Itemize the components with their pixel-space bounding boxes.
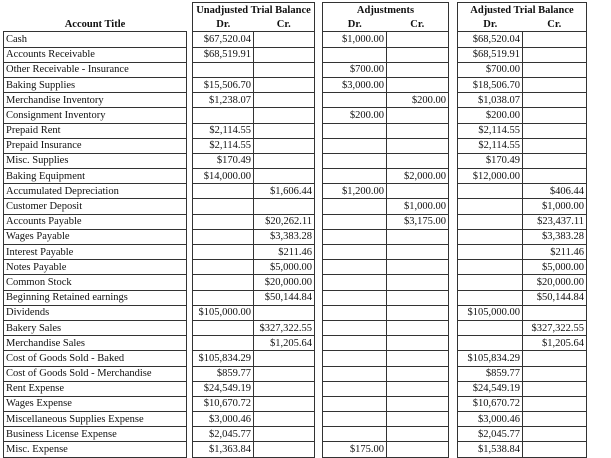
account-title-cell: Miscellaneous Supplies Expense (4, 412, 187, 427)
table-row (4, 366, 587, 381)
unadjusted-dr-cell: $3,000.46 (193, 412, 254, 427)
table-row (4, 93, 587, 108)
adjustments-cr-cell (387, 320, 449, 335)
adjusted-cr-cell (523, 93, 587, 108)
adjustments-cr-cell (387, 336, 449, 351)
table-row (4, 62, 587, 77)
table-row (4, 275, 587, 290)
account-title-cell: Cost of Goods Sold - Merchandise (4, 366, 187, 381)
unadjusted-dr-cell (193, 229, 254, 244)
header-group-row (4, 3, 587, 18)
adjusted-cr-cell (523, 381, 587, 396)
table-row (4, 336, 587, 351)
table-row (4, 412, 587, 427)
adjustments-cr-cell (387, 412, 449, 427)
header-adjustments-dr: Dr. (323, 17, 387, 32)
adjusted-cr-cell: $406.44 (523, 184, 587, 199)
adjustments-cr-cell (387, 153, 449, 168)
adjustments-cr-cell (387, 427, 449, 442)
header-adjusted-dr: Dr. (458, 17, 523, 32)
adjustments-cr-cell (387, 138, 449, 153)
adjustments-dr-cell (323, 47, 387, 62)
adjusted-cr-cell (523, 412, 587, 427)
unadjusted-dr-cell: $1,363.84 (193, 442, 254, 457)
adjusted-cr-cell (523, 366, 587, 381)
table-row (4, 381, 587, 396)
adjusted-cr-cell: $20,000.00 (523, 275, 587, 290)
adjusted-cr-cell (523, 123, 587, 138)
unadjusted-dr-cell: $15,506.70 (193, 77, 254, 92)
header-adjustments-cr: Cr. (387, 17, 449, 32)
adjustments-dr-cell (323, 427, 387, 442)
table-row (4, 305, 587, 320)
unadjusted-cr-cell (254, 32, 315, 47)
adjustments-dr-cell: $1,000.00 (323, 32, 387, 47)
unadjusted-cr-cell (254, 427, 315, 442)
adjustments-dr-cell (323, 153, 387, 168)
header-unadjusted-dr: Dr. (193, 17, 254, 32)
unadjusted-cr-cell (254, 351, 315, 366)
unadjusted-dr-cell (193, 199, 254, 214)
header-adjusted-cr: Cr. (523, 17, 587, 32)
adjustments-dr-cell (323, 366, 387, 381)
adjusted-dr-cell (458, 184, 523, 199)
adjustments-cr-cell (387, 184, 449, 199)
unadjusted-cr-cell: $3,383.28 (254, 229, 315, 244)
unadjusted-dr-cell: $24,549.19 (193, 381, 254, 396)
table-row (4, 396, 587, 411)
account-title-cell: Interest Payable (4, 245, 187, 260)
adjusted-dr-cell: $68,520.04 (458, 32, 523, 47)
adjusted-cr-cell: $50,144.84 (523, 290, 587, 305)
adjusted-dr-cell: $12,000.00 (458, 169, 523, 184)
adjusted-dr-cell (458, 275, 523, 290)
unadjusted-dr-cell (193, 108, 254, 123)
adjusted-dr-cell (458, 245, 523, 260)
unadjusted-dr-cell (193, 260, 254, 275)
unadjusted-dr-cell: $67,520.04 (193, 32, 254, 47)
adjustments-cr-cell (387, 108, 449, 123)
account-title-cell: Accounts Receivable (4, 47, 187, 62)
header-column-row (4, 17, 587, 32)
unadjusted-cr-cell (254, 123, 315, 138)
adjustments-cr-cell (387, 47, 449, 62)
adjustments-dr-cell (323, 336, 387, 351)
adjusted-dr-cell: $170.49 (458, 153, 523, 168)
account-title-cell: Merchandise Sales (4, 336, 187, 351)
adjusted-dr-cell: $2,045.77 (458, 427, 523, 442)
table-row (4, 169, 587, 184)
adjustments-dr-cell (323, 245, 387, 260)
adjustments-dr-cell: $3,000.00 (323, 77, 387, 92)
adjustments-dr-cell (323, 199, 387, 214)
unadjusted-dr-cell: $14,000.00 (193, 169, 254, 184)
adjustments-dr-cell (323, 275, 387, 290)
adjusted-dr-cell: $105,834.29 (458, 351, 523, 366)
table-row (4, 260, 587, 275)
adjustments-dr-cell (323, 305, 387, 320)
adjustments-cr-cell (387, 305, 449, 320)
account-title-cell: Baking Equipment (4, 169, 187, 184)
adjustments-dr-cell (323, 123, 387, 138)
unadjusted-cr-cell (254, 138, 315, 153)
table-row (4, 245, 587, 260)
adjusted-dr-cell (458, 199, 523, 214)
adjustments-cr-cell: $3,175.00 (387, 214, 449, 229)
table-row (4, 184, 587, 199)
adjusted-dr-cell (458, 290, 523, 305)
adjustments-dr-cell (323, 229, 387, 244)
adjusted-dr-cell: $105,000.00 (458, 305, 523, 320)
trial-balance-worksheet (3, 2, 587, 458)
account-title-cell: Other Receivable - Insurance (4, 62, 187, 77)
account-title-cell: Customer Deposit (4, 199, 187, 214)
header-account-title: Account Title (4, 17, 187, 32)
adjusted-cr-cell: $1,205.64 (523, 336, 587, 351)
adjusted-cr-cell (523, 77, 587, 92)
adjustments-dr-cell (323, 351, 387, 366)
adjustments-cr-cell (387, 245, 449, 260)
unadjusted-cr-cell (254, 47, 315, 62)
adjustments-cr-cell: $2,000.00 (387, 169, 449, 184)
adjustments-cr-cell (387, 290, 449, 305)
table-row (4, 351, 587, 366)
unadjusted-dr-cell: $2,114.55 (193, 138, 254, 153)
unadjusted-dr-cell (193, 214, 254, 229)
adjusted-dr-cell: $700.00 (458, 62, 523, 77)
adjustments-cr-cell (387, 62, 449, 77)
header-unadjusted-trial-balance: Unadjusted Trial Balance (193, 3, 315, 18)
unadjusted-dr-cell: $1,238.07 (193, 93, 254, 108)
adjusted-cr-cell (523, 351, 587, 366)
account-title-cell: Notes Payable (4, 260, 187, 275)
account-title-cell: Misc. Expense (4, 442, 187, 457)
table-row (4, 123, 587, 138)
adjustments-cr-cell (387, 32, 449, 47)
unadjusted-dr-cell (193, 336, 254, 351)
adjusted-cr-cell (523, 305, 587, 320)
account-title-cell: Consignment Inventory (4, 108, 187, 123)
unadjusted-dr-cell (193, 184, 254, 199)
table-row (4, 108, 587, 123)
table-row (4, 32, 587, 47)
adjusted-dr-cell: $1,538.84 (458, 442, 523, 457)
unadjusted-cr-cell: $20,262.11 (254, 214, 315, 229)
adjusted-dr-cell (458, 336, 523, 351)
unadjusted-dr-cell: $859.77 (193, 366, 254, 381)
unadjusted-dr-cell: $10,670.72 (193, 396, 254, 411)
account-title-cell: Rent Expense (4, 381, 187, 396)
unadjusted-dr-cell (193, 245, 254, 260)
adjustments-dr-cell: $175.00 (323, 442, 387, 457)
account-title-cell: Misc. Supplies (4, 153, 187, 168)
account-title-cell: Common Stock (4, 275, 187, 290)
unadjusted-cr-cell (254, 412, 315, 427)
adjusted-dr-cell: $68,519.91 (458, 47, 523, 62)
adjusted-cr-cell: $327,322.55 (523, 320, 587, 335)
adjusted-dr-cell: $2,114.55 (458, 123, 523, 138)
adjustments-dr-cell (323, 169, 387, 184)
unadjusted-dr-cell: $105,834.29 (193, 351, 254, 366)
header-unadjusted-cr: Cr. (254, 17, 315, 32)
adjusted-cr-cell (523, 138, 587, 153)
adjusted-dr-cell: $859.77 (458, 366, 523, 381)
adjusted-cr-cell (523, 62, 587, 77)
adjusted-dr-cell: $18,506.70 (458, 77, 523, 92)
unadjusted-dr-cell: $2,114.55 (193, 123, 254, 138)
unadjusted-dr-cell: $2,045.77 (193, 427, 254, 442)
adjustments-cr-cell (387, 229, 449, 244)
adjustments-dr-cell (323, 412, 387, 427)
adjusted-dr-cell (458, 214, 523, 229)
table-row (4, 320, 587, 335)
adjustments-dr-cell (323, 93, 387, 108)
adjusted-cr-cell: $211.46 (523, 245, 587, 260)
adjusted-cr-cell: $3,383.28 (523, 229, 587, 244)
adjusted-cr-cell (523, 108, 587, 123)
account-title-cell: Accumulated Depreciation (4, 184, 187, 199)
unadjusted-cr-cell: $5,000.00 (254, 260, 315, 275)
adjustments-dr-cell (323, 138, 387, 153)
table-row (4, 47, 587, 62)
adjusted-dr-cell: $200.00 (458, 108, 523, 123)
table-row (4, 138, 587, 153)
account-title-cell: Baking Supplies (4, 77, 187, 92)
table-row (4, 214, 587, 229)
adjustments-cr-cell: $1,000.00 (387, 199, 449, 214)
adjusted-cr-cell (523, 32, 587, 47)
account-title-cell: Merchandise Inventory (4, 93, 187, 108)
adjustments-cr-cell (387, 396, 449, 411)
account-title-cell: Prepaid Insurance (4, 138, 187, 153)
unadjusted-dr-cell: $170.49 (193, 153, 254, 168)
adjusted-dr-cell: $1,038.07 (458, 93, 523, 108)
unadjusted-cr-cell (254, 93, 315, 108)
unadjusted-cr-cell: $50,144.84 (254, 290, 315, 305)
adjusted-dr-cell (458, 229, 523, 244)
adjustments-cr-cell: $200.00 (387, 93, 449, 108)
adjustments-cr-cell (387, 77, 449, 92)
unadjusted-cr-cell (254, 169, 315, 184)
unadjusted-dr-cell (193, 320, 254, 335)
adjusted-cr-cell (523, 47, 587, 62)
unadjusted-cr-cell (254, 396, 315, 411)
table-row (4, 153, 587, 168)
adjustments-dr-cell: $700.00 (323, 62, 387, 77)
header-adjustments: Adjustments (323, 3, 449, 18)
adjusted-dr-cell: $2,114.55 (458, 138, 523, 153)
unadjusted-cr-cell: $1,606.44 (254, 184, 315, 199)
table-row (4, 290, 587, 305)
unadjusted-dr-cell (193, 275, 254, 290)
unadjusted-cr-cell (254, 77, 315, 92)
unadjusted-cr-cell (254, 305, 315, 320)
adjustments-cr-cell (387, 275, 449, 290)
unadjusted-cr-cell: $327,322.55 (254, 320, 315, 335)
adjustments-dr-cell (323, 260, 387, 275)
adjustments-dr-cell (323, 320, 387, 335)
table-row (4, 77, 587, 92)
account-title-cell: Beginning Retained earnings (4, 290, 187, 305)
adjusted-dr-cell (458, 320, 523, 335)
adjusted-dr-cell: $3,000.46 (458, 412, 523, 427)
adjustments-dr-cell (323, 214, 387, 229)
adjustments-dr-cell: $200.00 (323, 108, 387, 123)
adjustments-cr-cell (387, 366, 449, 381)
account-title-cell: Wages Expense (4, 396, 187, 411)
account-title-cell: Wages Payable (4, 229, 187, 244)
unadjusted-cr-cell (254, 153, 315, 168)
adjusted-dr-cell (458, 260, 523, 275)
table-row (4, 427, 587, 442)
account-title-cell: Dividends (4, 305, 187, 320)
adjustments-cr-cell (387, 123, 449, 138)
adjusted-dr-cell: $24,549.19 (458, 381, 523, 396)
account-title-cell: Cost of Goods Sold - Baked (4, 351, 187, 366)
unadjusted-cr-cell (254, 108, 315, 123)
adjustments-cr-cell (387, 381, 449, 396)
account-title-cell: Prepaid Rent (4, 123, 187, 138)
table-row (4, 229, 587, 244)
adjustments-dr-cell (323, 381, 387, 396)
adjustments-cr-cell (387, 351, 449, 366)
unadjusted-cr-cell (254, 381, 315, 396)
adjustments-dr-cell (323, 396, 387, 411)
adjusted-cr-cell (523, 427, 587, 442)
adjusted-cr-cell (523, 396, 587, 411)
table-row (4, 199, 587, 214)
account-title-cell: Business License Expense (4, 427, 187, 442)
account-title-cell: Accounts Payable (4, 214, 187, 229)
adjustments-cr-cell (387, 260, 449, 275)
account-title-cell: Cash (4, 32, 187, 47)
adjustments-dr-cell: $1,200.00 (323, 184, 387, 199)
header-adjusted-trial-balance: Adjusted Trial Balance (458, 3, 587, 18)
unadjusted-cr-cell: $211.46 (254, 245, 315, 260)
unadjusted-cr-cell (254, 366, 315, 381)
adjusted-cr-cell (523, 153, 587, 168)
account-title-cell: Bakery Sales (4, 320, 187, 335)
unadjusted-dr-cell (193, 290, 254, 305)
adjusted-dr-cell: $10,670.72 (458, 396, 523, 411)
unadjusted-dr-cell: $105,000.00 (193, 305, 254, 320)
adjusted-cr-cell: $5,000.00 (523, 260, 587, 275)
unadjusted-cr-cell: $20,000.00 (254, 275, 315, 290)
adjusted-cr-cell: $1,000.00 (523, 199, 587, 214)
unadjusted-cr-cell (254, 199, 315, 214)
adjusted-cr-cell: $23,437.11 (523, 214, 587, 229)
unadjusted-cr-cell: $1,205.64 (254, 336, 315, 351)
unadjusted-cr-cell (254, 62, 315, 77)
unadjusted-dr-cell (193, 62, 254, 77)
adjusted-cr-cell (523, 169, 587, 184)
adjustments-dr-cell (323, 290, 387, 305)
unadjusted-dr-cell: $68,519.91 (193, 47, 254, 62)
